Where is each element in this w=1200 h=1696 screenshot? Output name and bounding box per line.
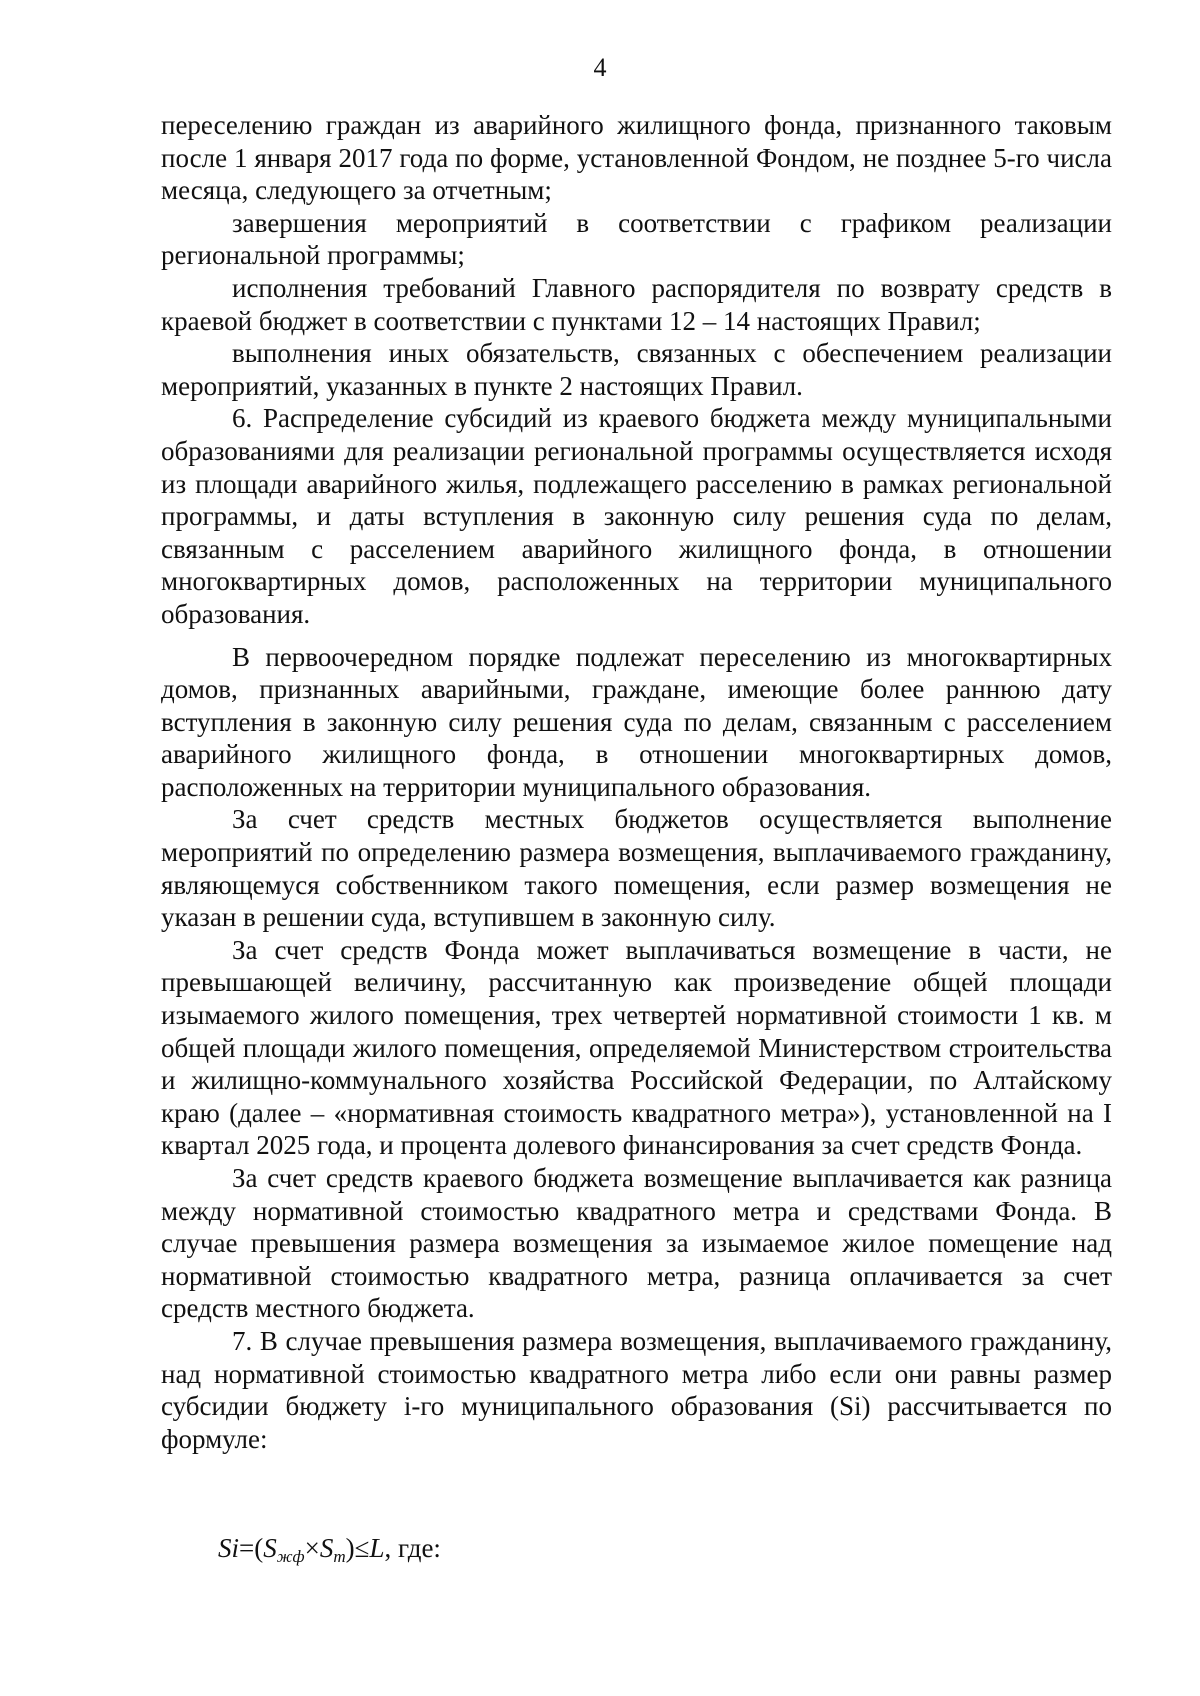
paragraph-requirements: исполнения требований Главного распорядителя по возврату средств в краевой бюджет в соответствии с пунктами 12 – 14 настоящих Правил; xyxy=(161,272,1112,336)
formula-s-t-subscript: т xyxy=(333,1547,346,1566)
page-number: 4 xyxy=(593,53,607,82)
formula-s-zhf: S xyxy=(263,1533,277,1563)
paragraph-item-6: 6. Распределение субсидий из краевого бюджета между муниципальными образованиями для реализации региональной программы осуществляется исходя из площади аварийного жилья, подлежащего расселению в рамках региональной программы, и даты вступления в законную силу решения суда по делам, связанным с расселением аварийного жилищного фонда, в отношении многоквартирных домов, расположенных на территории муниципального образования. xyxy=(161,403,1112,629)
paragraph-completion: завершения мероприятий в соответствии с графиком реализации региональной программы; xyxy=(161,207,1112,271)
formula-s-t: S xyxy=(319,1533,334,1563)
formula-lhs: Si xyxy=(218,1533,240,1563)
document-body xyxy=(161,109,1112,1455)
formula-l: L xyxy=(369,1533,385,1563)
subsidy-formula xyxy=(218,1532,441,1564)
formula-equals: =( xyxy=(239,1533,264,1563)
formula-less-equal: )≤ xyxy=(345,1533,370,1563)
paragraph-obligations: выполнения иных обязательств, связанных с обеспечением реализации мероприятий, указанных в пункте 2 настоящих Правил. xyxy=(161,338,1112,401)
formula-tail: , где: xyxy=(384,1533,441,1563)
paragraph-continuation: переселению граждан из аварийного жилищного фонда, признанного таковым после 1 января 2017 года по форме, установленной Фондом, не позднее 5-го числа месяца, следующего за отчетным; xyxy=(161,110,1112,206)
formula-times: × xyxy=(304,1533,320,1563)
paragraph-priority: В первоочередном порядке подлежат переселению из многоквартирных домов, признанных аварийными, граждане, имеющие более раннюю дату вступления в законную силу решения суда по делам, связанным с расселением аварийного жилищного фонда, в отношении многоквартирных домов, расположенных на территории муниципального образования. xyxy=(161,641,1112,802)
paragraph-regional-budget: За счет средств краевого бюджета возмещение выплачивается как разница между нормативной стоимостью квадратного метра и средствами Фонда. В случае превышения размера возмещения за изымаемое жилое помещение над нормативной стоимостью квадратного метра, разница оплачивается за счет средств местного бюджета. xyxy=(161,1163,1112,1324)
paragraph-fund: За счет средств Фонда может выплачиваться возмещение в части, не превышающей величину, рассчитанную как произведение общей площади изымаемого жилого помещения, трех четвертей нормативной стоимости 1 кв. м общей площади жилого помещения, определяемой Министерством строительства и жилищно-коммунального хозяйства Российской Федерации, по Алтайскому краю (далее – «нормативная стоимость квадратного метра»), установленной на I квартал 2025 года, и процента долевого финансирования за счет средств Фонда. xyxy=(161,934,1112,1161)
paragraph-local-budget: За счет средств местных бюджетов осуществляется выполнение мероприятий по определению размера возмещения, выплачиваемого гражданину, являющемуся собственником такого помещения, если размер возмещения не указан в решении суда, вступившем в законную силу. xyxy=(161,804,1112,933)
formula-s-zhf-subscript: жф xyxy=(276,1547,305,1566)
paragraph-item-7: 7. В случае превышения размера возмещения, выплачиваемого гражданину, над нормативной стоимостью квадратного метра либо если они равны размер субсидии бюджету i-го муниципального образования (Si) рассчитывается по формуле: xyxy=(161,1325,1112,1454)
